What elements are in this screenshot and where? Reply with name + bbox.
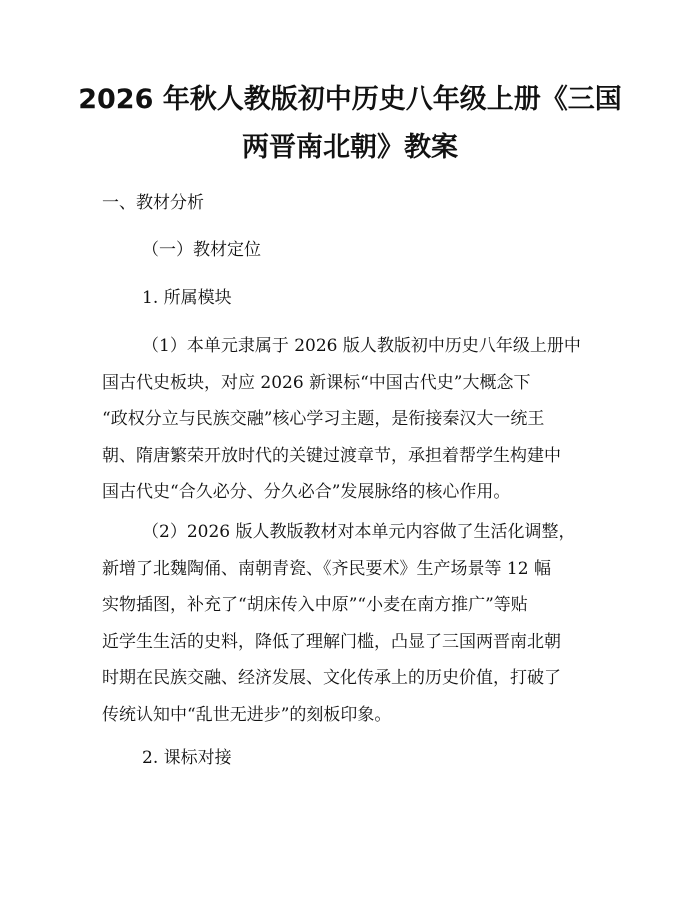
paragraph-2 — [102, 514, 602, 734]
item-heading-module: 1. 所属模块 — [142, 288, 232, 308]
subsection-heading-textbook-position: （一）教材定位 — [142, 240, 261, 260]
paragraph-1 — [102, 328, 602, 511]
item-heading-curriculum: 2. 课标对接 — [142, 748, 232, 768]
paragraph-2-line: 时期在民族交融、经济发展、文化传承上的历史价值，打破了 — [102, 668, 561, 689]
paragraph-1-line: 朝、隋唐繁荣开放时代的关键过渡章节，承担着帮学生构建中 — [102, 445, 561, 466]
paragraph-2-line: 新增了北魏陶俑、南朝青瓷、《齐民要术》生产场景等 12 幅 — [102, 558, 551, 579]
document-title-line1: 2026 年秋人教版初中历史八年级上册《三国 — [78, 84, 622, 115]
document-title-line2: 两晋南北朝》教案 — [242, 132, 458, 163]
paragraph-1-line: 国古代史板块，对应 2026 新课标“中国古代史”大概念下 — [102, 372, 531, 393]
section-heading-textbook-analysis: 一、教材分析 — [102, 193, 204, 213]
paragraph-2-line: 传统认知中“乱世无进步”的刻板印象。 — [102, 704, 392, 725]
paragraph-2-line: 近学生生活的史料，降低了理解门槛，凸显了三国两晋南北朝 — [102, 631, 561, 652]
paragraph-1-line: “政权分立与民族交融”核心学习主题，是衔接秦汉大一统王 — [102, 409, 545, 430]
paragraph-1-line: 国古代史“合久必分、分久必合”发展脉络的核心作用。 — [102, 482, 511, 503]
paragraph-1-line: （1）本单元隶属于 2026 版人教版初中历史八年级上册中 — [142, 336, 581, 356]
paragraph-2-line: （2）2026 版人教版教材对本单元内容做了生活化调整， — [142, 522, 576, 542]
paragraph-2-line: 实物插图，补充了“胡床传入中原”“小麦在南方推广”等贴 — [102, 595, 528, 616]
